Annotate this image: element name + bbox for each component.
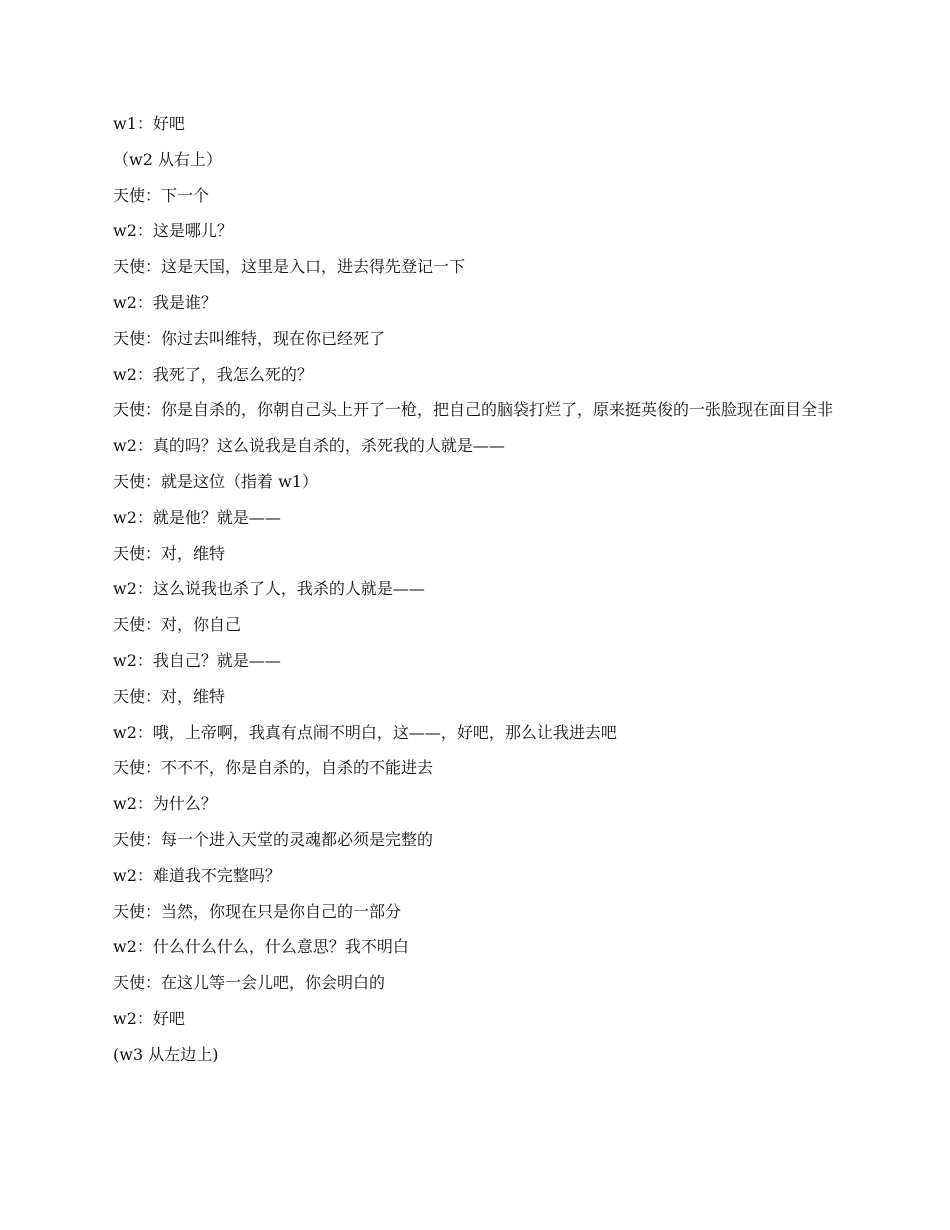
dialogue-line: w2：难道我不完整吗？ — [113, 865, 281, 885]
dialogue-line: 天使：这是天国，这里是入口，进去得先登记一下 — [113, 257, 466, 277]
dialogue-line: 天使：对，你自己 — [113, 615, 242, 635]
dialogue-line: 天使：对，维特 — [113, 686, 226, 706]
dialogue-line: w2：哦，上帝啊，我真有点闹不明白，这——，好吧，那么让我进去吧 — [113, 722, 617, 742]
dialogue-line: w2：我死了，我怎么死的？ — [113, 364, 313, 384]
dialogue-line: 天使：就是这位（指着 w1） — [113, 471, 318, 491]
dialogue-line: w2：什么什么什么，什么意思？我不明白 — [113, 937, 409, 957]
dialogue-line: w2：就是他？就是—— — [113, 507, 281, 527]
dialogue-line: w2：这是哪儿？ — [113, 221, 233, 241]
dialogue-line: 天使：对，维特 — [113, 543, 226, 563]
dialogue-line: w2：这么说我也杀了人，我杀的人就是—— — [113, 579, 425, 599]
dialogue-line: w2：我自己？就是—— — [113, 650, 281, 670]
dialogue-line: 天使：不不不，你是自杀的，自杀的不能进去 — [113, 758, 434, 778]
script-body — [113, 113, 843, 1080]
dialogue-line: 天使：你是自杀的，你朝自己头上开了一枪，把自己的脑袋打烂了，原来挺英俊的一张脸现在面目全非 — [113, 400, 834, 420]
dialogue-line: 天使：在这儿等一会儿吧，你会明白的 — [113, 973, 386, 993]
dialogue-line: 天使：当然，你现在只是你自己的一部分 — [113, 901, 402, 921]
dialogue-line: 天使：你过去叫维特，现在你已经死了 — [113, 328, 386, 348]
stage-direction: （w2 从右上） — [113, 149, 222, 169]
dialogue-line: 天使：下一个 — [113, 185, 210, 205]
dialogue-line: w2：为什么？ — [113, 794, 217, 814]
stage-direction: (w3 从左边上) — [113, 1044, 219, 1064]
dialogue-line: w2：真的吗？这么说我是自杀的，杀死我的人就是—— — [113, 436, 505, 456]
dialogue-line: w1：好吧 — [113, 114, 185, 133]
dialogue-line: w2：好吧 — [113, 1008, 185, 1028]
dialogue-line: 天使：每一个进入天堂的灵魂都必须是完整的 — [113, 829, 434, 849]
dialogue-line: w2：我是谁？ — [113, 292, 217, 312]
